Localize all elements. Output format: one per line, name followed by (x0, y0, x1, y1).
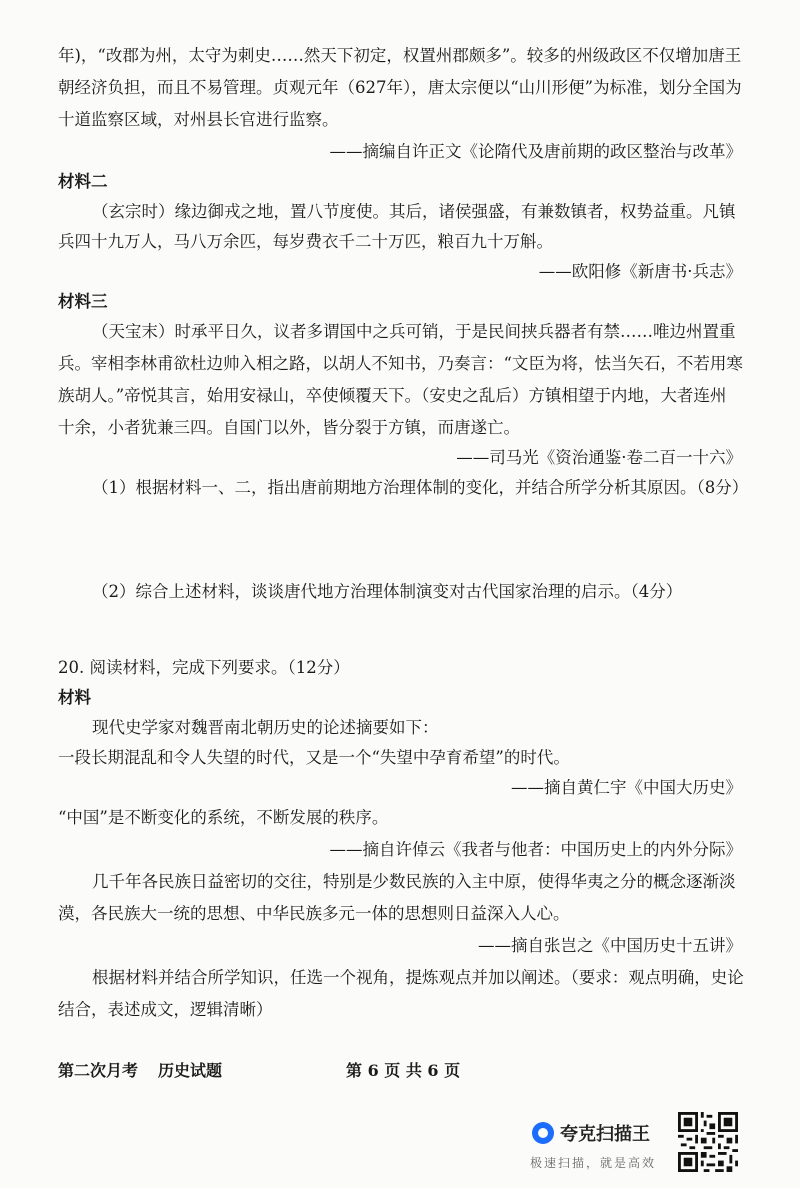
question-title: 20. 阅读材料，完成下列要求。（12分） (58, 658, 350, 677)
source-citation: ——司马光《资治通鉴·卷二百一十六》 (456, 448, 742, 467)
footer-exam: 第二次月考 (58, 1061, 139, 1080)
source-citation: ——摘自许倬云《我者与他者：中国历史上的内外分际》 (329, 840, 742, 859)
paragraph-line: 兵四十九万人，马八万余匹，每岁费衣千二十万匹，粮百九十万斛。 (58, 232, 553, 251)
quote-line: “中国”是不断变化的系统，不断发展的秩序。 (58, 808, 389, 827)
paragraph-line: 现代史学家对魏晋南北朝历史的论述摘要如下： (92, 718, 439, 737)
paragraph-line: 十余，小者犹兼三四。自国门以外，皆分裂于方镇，而唐遂亡。 (58, 418, 520, 437)
paragraph-line: （玄宗时）缘边御戎之地，置八节度使。其后，诸侯强盛，有兼数镇者，权势益重。凡镇 (92, 202, 736, 221)
paragraph-line: （天宝末）时承平日久，议者多谓国中之兵可销，于是民间挟兵器者有禁……唯边州置重 (92, 322, 736, 341)
material-heading: 材料 (58, 688, 91, 707)
paragraph-line: 年)，“改郡为州，太守为刺史……然天下初定，权置州郡颇多”。较多的州级政区不仅增加唐王 (58, 46, 742, 65)
scanner-watermark (528, 1112, 740, 1176)
scanner-brand: 夸克扫描王 (560, 1124, 650, 1145)
qr-code-icon (678, 1112, 738, 1172)
quark-logo-icon (532, 1122, 554, 1144)
material-heading: 材料三 (58, 292, 108, 311)
task-line: 结合，表述成文，逻辑清晰） (58, 1000, 273, 1019)
quote-line: 漠，各民族大一统的思想、中华民族多元一体的思想则日益深入人心。 (58, 904, 570, 923)
material-heading: 材料二 (58, 172, 108, 191)
paragraph-line: 族胡人。”帝悦其言，始用安禄山，卒使倾覆天下。（安史之乱后）方镇相望于内地，大者连州 (58, 386, 727, 405)
source-citation: ——欧阳修《新唐书·兵志》 (538, 262, 742, 281)
task-line: 根据材料并结合所学知识，任选一个视角，提炼观点并加以阐述。（要求：观点明确，史论 (92, 968, 744, 987)
question-part-2: （2）综合上述材料，谈谈唐代地方治理体制演变对古代国家治理的启示。（4分） (92, 582, 683, 601)
source-citation: ——摘编自许正文《论隋代及唐前期的政区整治与改革》 (329, 142, 742, 161)
question-part-1: （1）根据材料一、二，指出唐前期地方治理体制的变化，并结合所学分析其原因。（8分） (92, 478, 749, 497)
scanner-slogan: 极速扫描，就是高效 (530, 1156, 657, 1170)
paragraph-line: 十道监察区域，对州县长官进行监察。 (58, 110, 339, 129)
source-citation: ——摘自黄仁宇《中国大历史》 (511, 778, 742, 797)
quote-line: 一段长期混乱和令人失望的时代，又是一个“失望中孕育希望”的时代。 (58, 748, 570, 767)
paragraph-line: 朝经济负担，而且不易管理。贞观元年（627年），唐太宗便以“山川形便”为标准，划分全国为 (58, 78, 742, 97)
quote-line: 几千年各民族日益密切的交往，特别是少数民族的入主中原，使得华夷之分的概念逐渐淡 (92, 872, 736, 891)
paragraph-line: 兵。宰相李林甫欲杜边帅入相之路，以胡人不知书，乃奏言：“文臣为将，怯当矢石，不若用寒 (58, 354, 743, 373)
source-citation: ——摘自张岂之《中国历史十五讲》 (478, 936, 742, 955)
footer-subject: 历史试题 (158, 1061, 223, 1080)
footer-page-number: 第 6 页 共 6 页 (346, 1061, 461, 1080)
